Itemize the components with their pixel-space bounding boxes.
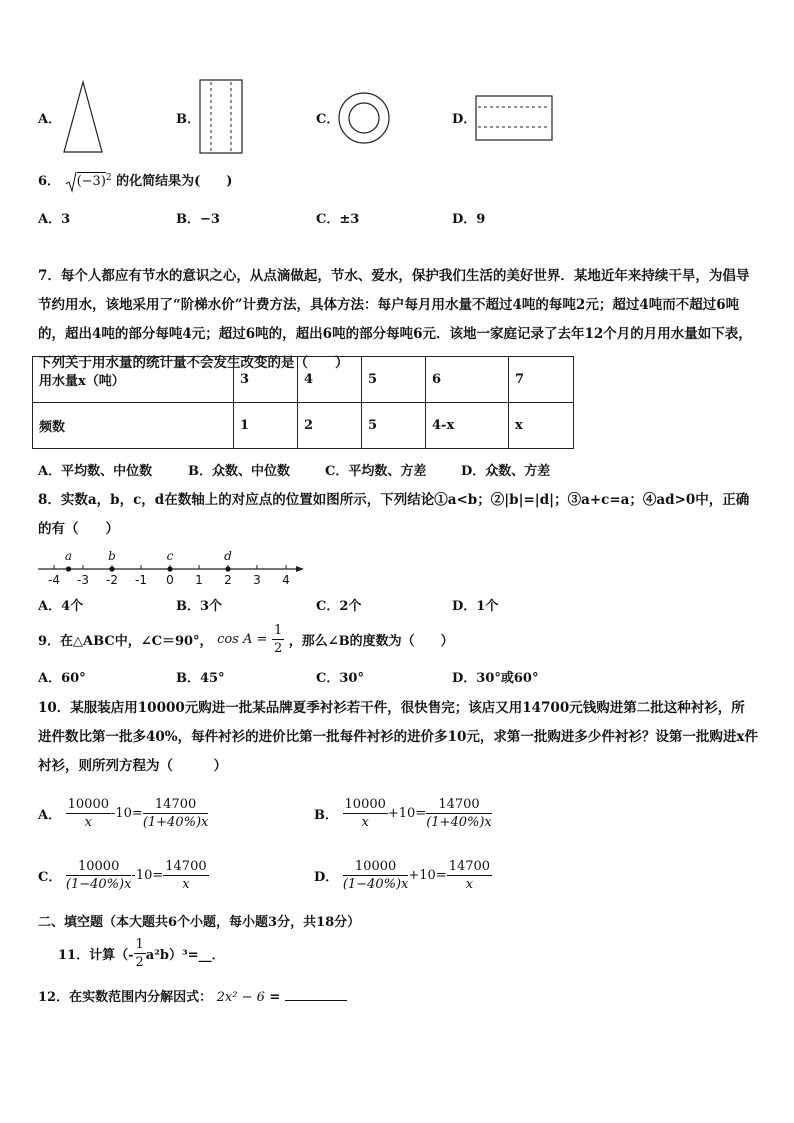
q12-equals: = xyxy=(269,990,281,1005)
fraction-numerator: 1 xyxy=(273,623,283,638)
fraction xyxy=(343,858,409,893)
table-cell: 1 xyxy=(234,403,298,449)
number-line-tick-label: 4 xyxy=(282,573,290,587)
q11-suffix: a²b）³=__． xyxy=(145,948,225,963)
fraction-denominator: (1−40%)x xyxy=(342,877,409,892)
option-label: A． xyxy=(38,808,62,823)
number-line-tick-label: 3 xyxy=(253,573,261,587)
table-cell: 6 xyxy=(426,357,509,403)
fraction xyxy=(66,796,111,831)
q9-option-c: C．30° xyxy=(316,671,364,686)
number-line-tick-label: -1 xyxy=(135,573,147,587)
q11-prefix: 11．计算（- xyxy=(58,948,134,963)
q10-stem: 10．某服装店用10000元购进一批某品牌夏季衬衫若干件，很快售完；该店又用14700元钱购进第二批这种衬衫，所进件数比第一批多40%，每件衬衫的进价比第一批每件衬衫的进价多10元，求第一批购进多少件衬衫？设第一批购进x件衬衫，则所列方程为（ ） xyxy=(38,700,758,774)
q7-stem: 7．每个人都应有节水的意识之心，从点滴做起，节水、爱水，保护我们生活的美好世界．某地近年来持续干旱，为倡导节约用水，该地采用了“阶梯水价”计费方法，具体方法：每户每月用水量不超过4吨的每吨2元；超过4吨而不超过6吨的，超出4吨的部分每吨4元；超过6吨的，超出6吨的部分每吨6元．该地一家庭记录了去年12个月的月用水量如下表，下列关于用水量的统计量不会发生改变的是（ ） xyxy=(38,268,752,371)
q6-radicand: (−3) xyxy=(76,174,106,189)
arrow-icon xyxy=(296,566,304,572)
q6-option-a: A．3 xyxy=(38,212,71,227)
fraction-denominator: x xyxy=(84,815,92,830)
fraction-denominator: 2 xyxy=(135,955,144,970)
number-line-point-label: d xyxy=(224,549,232,563)
q7-option-d: D．众数、方差 xyxy=(461,464,551,479)
q6-stem-text: 的化简结果为( ) xyxy=(116,174,233,189)
table-cell: 3 xyxy=(234,357,298,403)
fraction-numerator: 1 xyxy=(135,937,144,952)
q5-figure-rectangle-dashed-horizontal xyxy=(474,94,554,142)
q9-option-d: D．30°或60° xyxy=(452,671,539,686)
q9-option-b: B．45° xyxy=(176,671,225,686)
q6-option-c: C．±3 xyxy=(316,212,360,227)
fraction-denominator: x xyxy=(361,815,369,830)
number-line-tick-label: 1 xyxy=(195,573,203,587)
table-row xyxy=(33,357,574,403)
q8-stem: 8．实数a，b，c，d在数轴上的对应点的位置如图所示，下列结论①a<b；②|b|=|d|；③a+c=a；④ad>0中，正确的有（ ） xyxy=(38,492,750,537)
q6-option-b: B．−3 xyxy=(176,212,220,227)
table-cell: x xyxy=(509,403,574,449)
operator: -10= xyxy=(131,868,164,883)
q6-option-d: D．9 xyxy=(452,212,486,227)
q10-option-c xyxy=(38,858,209,893)
table-cell: 5 xyxy=(362,403,426,449)
q7-option-b: B．众数、中位数 xyxy=(188,464,290,479)
number-line-point-label: a xyxy=(64,549,73,563)
q8-option-c: C．2个 xyxy=(316,599,362,614)
q10-option-a xyxy=(38,796,208,831)
table-cell: 7 xyxy=(509,357,574,403)
number-line-point xyxy=(66,566,71,571)
fraction-numerator: 14700 xyxy=(448,859,491,874)
fraction-denominator: x xyxy=(182,877,190,892)
table-cell: 2 xyxy=(298,403,362,449)
number-line-tick-label: 0 xyxy=(166,573,174,587)
q12-stem xyxy=(38,986,347,1005)
q6-radical xyxy=(65,171,112,193)
fraction-denominator: x xyxy=(465,877,474,892)
q7-option-c: C．平均数、方差 xyxy=(325,464,427,479)
fraction-denominator: (1+40%)x xyxy=(426,815,492,830)
number-line-tick-label: -3 xyxy=(77,573,89,587)
fraction-numerator: 14700 xyxy=(426,796,492,814)
q12-expression: 2x² − 6 xyxy=(216,990,265,1005)
operator: +10= xyxy=(408,868,447,883)
operator: +10= xyxy=(387,806,427,821)
q11-fraction xyxy=(134,936,146,971)
number-line-point-label: b xyxy=(108,549,116,563)
q10-option-b xyxy=(314,796,492,831)
fraction-denominator: 2 xyxy=(273,641,283,656)
q5-figure-triangle xyxy=(62,80,104,154)
fraction xyxy=(66,858,132,893)
fraction xyxy=(426,796,492,831)
q8-option-b: B．3个 xyxy=(176,599,223,614)
table-cell: 5 xyxy=(362,357,426,403)
section-heading: 二、填空题（本大题共6个小题，每小题3分，共18分） xyxy=(38,915,361,930)
q12-answer-blank xyxy=(285,1000,347,1001)
q11-stem xyxy=(58,936,225,971)
q8-option-a: A．4个 xyxy=(38,599,84,614)
q8-option-d: D．1个 xyxy=(452,599,499,614)
q9-cos-fraction xyxy=(272,622,284,657)
number-line-point-label: c xyxy=(166,549,174,563)
fraction-numerator: 10000 xyxy=(344,797,386,812)
table-header-cell: 频数 xyxy=(33,403,234,449)
fraction xyxy=(343,796,388,831)
fraction xyxy=(143,796,209,831)
table-cell: 4 xyxy=(298,357,362,403)
q7-frequency-table xyxy=(32,356,574,449)
number-line-point xyxy=(167,566,172,571)
fraction-denominator: (1−40%)x xyxy=(65,877,132,892)
q5-option-a-label: A． xyxy=(38,112,62,127)
fraction-numerator: 10000 xyxy=(67,797,109,812)
fraction-numerator: 10000 xyxy=(343,858,409,876)
q6-number: 6． xyxy=(38,174,61,189)
q5-option-b-label: B． xyxy=(176,112,200,127)
fraction xyxy=(163,858,208,893)
q7-option-a: A．平均数、中位数 xyxy=(38,464,153,479)
q6-exponent: 2 xyxy=(105,172,112,183)
q9-cos-text: cos A = xyxy=(217,632,268,647)
q10-option-d xyxy=(314,858,492,893)
option-label: C． xyxy=(38,870,62,885)
fraction-numerator: 14700 xyxy=(143,796,209,814)
q9-stem-suffix: ，那么∠B的度数为（ ） xyxy=(288,634,454,649)
option-label: B． xyxy=(314,808,338,823)
q9-stem-prefix: 9．在△ABC中，∠C＝90°， xyxy=(38,634,213,649)
q5-figure-rectangle-dashed xyxy=(198,78,246,156)
q5-figure-rings xyxy=(336,90,392,146)
fraction-numerator: 10000 xyxy=(66,858,132,876)
q12-prefix: 12．在实数范围内分解因式： xyxy=(38,990,213,1005)
fraction-denominator: (1+40%)x xyxy=(142,815,209,830)
option-label: D． xyxy=(314,870,339,885)
operator: -10= xyxy=(110,806,143,821)
q9-stem xyxy=(38,622,454,657)
q6-stem xyxy=(38,170,232,193)
q8-number-line xyxy=(36,543,306,587)
number-line-tick-label: -2 xyxy=(106,573,118,587)
q5-option-c-label: C． xyxy=(316,112,340,127)
fraction-numerator: 14700 xyxy=(165,859,207,874)
number-line-tick-label: -4 xyxy=(48,573,60,587)
table-row xyxy=(33,403,574,449)
table-cell: 4-x xyxy=(426,403,509,449)
table-header-cell: 用水量x（吨） xyxy=(33,357,234,403)
q9-option-a: A．60° xyxy=(38,671,86,686)
fraction xyxy=(447,858,492,893)
q5-option-d-label: D． xyxy=(452,112,477,127)
sqrt-icon xyxy=(65,171,77,193)
number-line-tick-label: 2 xyxy=(224,573,232,587)
number-line-point xyxy=(225,566,230,571)
number-line-point xyxy=(109,566,114,571)
